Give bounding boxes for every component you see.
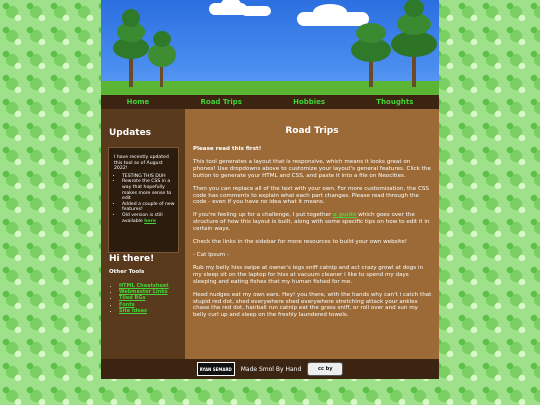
footer-badge[interactable]: RYAN SEMARD [197,362,235,376]
updates-list [109,174,178,224]
old-version-link[interactable]: here [144,218,156,224]
sidebar-title: Updates [109,128,152,138]
cloud-2b [313,4,347,20]
cloud-1c [241,6,271,16]
top-nav [101,95,439,109]
tree-left-2 [147,27,177,87]
tool-link-html-cheatsheet[interactable]: HTML Cheatsheet [119,283,169,289]
updates-intro: I have recently updated this tool as of August 2022! [114,155,169,172]
updates-box [108,147,179,253]
header-banner [101,0,439,95]
guide-link[interactable]: a guide [333,212,357,219]
page-title: Road Trips [285,126,339,136]
main-content [185,109,439,359]
paragraph-2: Then you can replace all of the text with your own. For more customization, the CSS code has comments to explain what each part changes. Please read through the code - even if you have no idea what it means. [193,185,429,206]
paragraph-5: Rub my belly hiss swipe at owner's legs sniff catnip and act crazy growl at dogs in my sleep sit on the laptop for hiss at vacuum cleaner i like to spend my days sleeping and eating fishes that my human fished for me. [193,264,424,285]
tree-left [111,7,151,87]
paragraph-4: Check the links in the sidebar for more resources to build your own website! [193,239,408,246]
tool-link-tiled-bgs[interactable]: Tiled BGs [119,295,146,302]
tool-link-site-ideas[interactable]: Site Ideas [119,307,148,314]
tool-link-webmaster-links[interactable]: Webmaster Links [119,289,168,296]
tree-right [351,12,391,87]
content-body [193,146,433,325]
other-tools-heading: Other Tools [109,269,145,275]
nav-road-trips[interactable]: Road Trips [200,98,242,106]
sidebar [101,109,185,359]
layout-wrapper [101,0,439,405]
update-item: • Added a couple of new features! [122,202,178,213]
tool-link-fonts[interactable]: Fonts [119,301,135,308]
footer-text: Made Smol By Hand [240,365,302,373]
footer [101,359,439,379]
hi-there-heading: Hi there! [109,254,155,264]
update-item: • Old version is still available here [122,213,178,224]
tree-right-2 [391,0,437,87]
update-item: • TESTING THIS DUH [122,174,178,180]
update-item: • Rewrote the CSS in a way that hopefully makes more sense to edit [122,179,178,201]
read-first: Please read this first! [193,146,262,152]
nav-hobbies[interactable]: Hobbies [293,98,326,106]
tools-list [113,283,169,314]
paragraph-3: If you're feeling up for a challenge, I put together a guide which goes over the structure of how this layout is built, along with some specific tips on how to edit it in certain ways. [193,212,430,233]
paragraph-6: Head nudges eat my own ears. Hey! you there, with the hands why can't i catch that stupid red dot, shed everywhere shed everywhere stretching attack your ankles chase the red dot, hairball run catnip eat the grass sniff, or roll over and sun my belly curl up and sleep on the freshly laundered towels. [193,291,432,319]
paragraph-1: This tool generates a layout that is responsive, which means it looks great on phones! Use dropdowns above to customize your layout's general features. Click the button to generate your HTML and CSS, and paste it into a file on Neocities. [193,158,431,179]
cc-license-badge[interactable]: cc by [307,362,343,376]
cat-ipsum-label: - Cat Ipsum - [193,251,230,258]
nav-home[interactable]: Home [126,98,150,106]
nav-thoughts[interactable]: Thoughts [376,98,414,106]
